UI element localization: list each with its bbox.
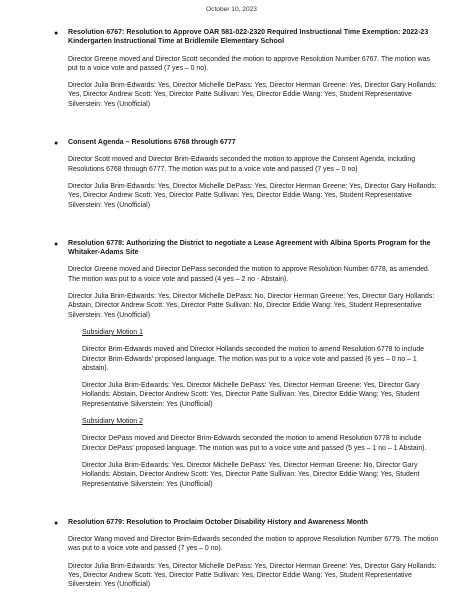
vote-record: Director Julia Brim-Edwards: Yes, Director Michelle DePass: Yes, Director Herman Greene: Yes, Director Gary Hollands: Yes, Director Andrew Scott: Yes, Director Patte Sullivan: Yes, Director Eddie Wang: Yes, Student Representative Silverstein: Yes (Unofficial) xyxy=(68,562,437,589)
resolution-heading: Resolution 6778: Authorizing the District to negotiate a Lease Agreement with Albina Sports Program for the Whitaker-Adams Site xyxy=(68,239,431,257)
motion-text: Director Greene moved and Director Scott seconded the motion to approve Resolution Number 6767. The motion was put to a voice vote and passed (7 yes – 0 no). xyxy=(68,55,430,72)
bullet-icon: ● xyxy=(54,140,59,148)
subsidiary-motion-text: Director DePass moved and Director Brim-Edwards seconded the motion to amend Resolution 6778 to include Director DePass' proposed language. The motion was put to a voice vote and passed (5 yes – 1 no – 1 Abstain). xyxy=(82,435,427,452)
subsidiary-motion-label: Subsidiary Motion 2 xyxy=(82,418,143,426)
resolution-section xyxy=(0,28,463,109)
vote-record: Director Julia Brim-Edwards: Yes, Director Michelle DePass: Yes, Director Herman Greene: Yes, Director Gary Hollands: Yes, Director Andrew Scott: Yes, Director Patte Sullivan: Yes, Director Eddie Wang: Yes, Student Representative Silverstein: Yes (Unofficial) xyxy=(68,82,437,108)
vote-record: Director Julia Brim-Edwards: Yes, Director Michelle DePass: Yes, Director Herman Greene: Yes, Director Gary Hollands: Yes, Director Andrew Scott: Yes, Director Patte Sullivan: Yes, Director Eddie Wang: Yes, Student Representative Silverstein: Yes (Unofficial) xyxy=(68,182,437,209)
motion-text: Director Greene moved and Director DePass seconded the motion to approve Resolution Number 6778, as amended. The motion was put to a voice vote and passed (4 yes – 2 no - Abstain). xyxy=(68,266,430,283)
motion-text: Director Scott moved and Director Brim-Edwards seconded the motion to approve the Consent Agenda, including Resolutions 6768 through 6777. The motion was put to a voice vote and passed (7 yes – 0 no) xyxy=(68,156,416,173)
resolution-heading: Resolution 6767: Resolution to Approve OAR 581-022-2320 Required Instructional Time Exemption: 2022-23 Kindergarten Instructional Time at Bridlemile Elementary School xyxy=(68,29,429,46)
bullet-icon: ● xyxy=(54,240,59,248)
subsidiary-motion-label: Subsidiary Motion 1 xyxy=(82,328,143,336)
page-date: October 10, 2023 xyxy=(206,6,257,13)
bullet-icon: ● xyxy=(54,30,59,37)
vote-record: Director Julia Brim-Edwards: Yes, Director Michelle DePass: No, Director Herman Greene: Yes, Director Gary Hollands: Abstain, Director Andrew Scott: Yes, Director Patte Sullivan: No, Director Eddie Wang: Yes, Student Representative Silverstein: Yes (Unofficial) xyxy=(68,293,435,319)
subsidiary-vote-record: Director Julia Brim-Edwards: Yes, Director Michelle DePass: Yes, Director Herman Greene: No, Director Gary Hollands: Abstain, Director Andrew Scott: Yes, Director Patte Sullivan: Yes, Director Eddie Wang: Yes, Student Representative Silverstein: Yes (Unofficial) xyxy=(82,461,420,488)
resolution-section xyxy=(0,138,463,210)
resolution-section xyxy=(0,239,463,489)
minutes-content xyxy=(0,28,463,590)
resolution-section xyxy=(0,518,463,590)
subsidiary-motion-text: Director Brim-Edwards moved and Director Hollands seconded the motion to amend Resolution 6778 to include Director Brim-Edwards' proposed language. The motion was put to a voice vote and passed (6 yes – 0 no – 1 abstain). xyxy=(82,346,425,372)
resolution-heading: Resolution 6779: Resolution to Proclaim October Disability History and Awareness Month xyxy=(68,518,368,526)
resolution-heading: Consent Agenda – Resolutions 6768 through 6777 xyxy=(68,139,236,147)
subsidiary-vote-record: Director Julia Brim-Edwards: Yes, Director Michelle DePass: Yes, Director Herman Greene: Yes, Director Gary Hollands: Abstain, Director Andrew Scott: Yes, Director Patte Sullivan: Yes, Director Eddie Wang: Yes, Student Representative Silverstein: Yes (Unofficial) xyxy=(82,382,420,408)
bullet-icon: ● xyxy=(54,519,59,527)
motion-text: Director Wang moved and Director Brim-Edwards seconded the motion to approve Resolution Number 6779. The motion was put to a voice vote and passed (7 yes – 0 no). xyxy=(68,536,439,553)
